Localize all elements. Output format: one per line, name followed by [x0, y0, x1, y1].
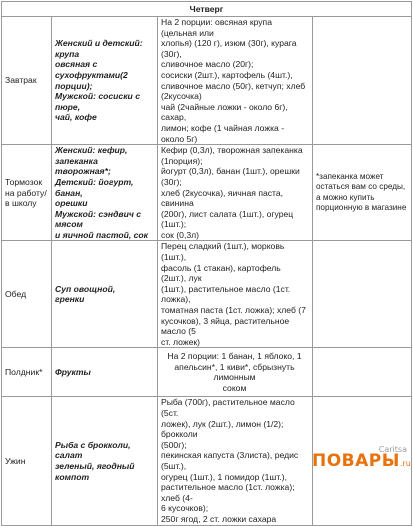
dish-line: творожная*;	[55, 166, 111, 177]
meal-name: Тормозок на работу/в школу	[2, 145, 52, 241]
ingredient-line: сок (0,3л)	[161, 229, 200, 240]
ingredients-cell	[158, 145, 313, 241]
dish-line: Женский и детский: крупа	[55, 38, 143, 59]
ingredient-line: Рыба (700г), растительное масло (5ст.	[161, 397, 295, 418]
meal-name: Завтрак	[2, 17, 52, 145]
dish-cell	[52, 397, 158, 525]
ingredient-line: (2кусочка)	[161, 91, 202, 102]
ingredient-line: фасоль (1 стакан), картофель (2шт.), лук	[161, 262, 281, 284]
ingredient-line: йогурт (0,3л), банан (1шт.), орешки (30г);	[161, 166, 300, 187]
ingredient-line: сливочное масло (50г), кетчуп; хлеб	[161, 80, 306, 91]
menu-sheet	[1, 1, 411, 524]
ingredient-line: пекинская капуста (3листа), редис (5шт.),	[161, 450, 299, 471]
menu-row-breakfast	[2, 17, 412, 145]
ingredients-cell	[158, 348, 313, 397]
ingredient-line: Перец сладкий (1шт.), морковь (1шт.),	[161, 241, 285, 263]
dish-cell	[52, 348, 158, 397]
ingredient-line: (500г);	[161, 439, 187, 450]
ingredient-line: лимон; кофе (1 чайная ложка - около 5г)	[161, 122, 285, 144]
dish-line: орешки	[55, 198, 88, 209]
watermark-author: Caritsa	[378, 445, 407, 454]
ingredient-line: На 2 порции: 1 банан, 1 яблоко, 1	[167, 351, 302, 362]
meal-name: Полдник*	[2, 348, 52, 397]
dish-line: овсяная с сухофруктами(2	[55, 59, 128, 80]
dish-line: Детский: йогурт, банан,	[55, 176, 134, 198]
ingredient-line: хлеб (2кусочка), яичная паста, свинина	[161, 187, 284, 209]
dish-cell	[52, 241, 158, 348]
ingredients-cell	[158, 397, 313, 525]
menu-table	[1, 1, 412, 526]
ingredient-line: сосиски (2шт.), картофель (4шт.),	[161, 69, 293, 80]
dish-line: и яичной пастой, сок	[55, 229, 149, 240]
note-cell: *запеканка может остаться вам со среды, а можно купить порционную в магазине	[313, 145, 412, 241]
menu-row-snack-to-go	[2, 145, 412, 241]
meal-name: Обед	[2, 241, 52, 348]
day-header-row	[2, 2, 412, 17]
ingredient-line: сливочное масло (20г);	[161, 59, 254, 70]
note-cell	[313, 348, 412, 397]
ingredient-line: апельсин*, 1 киви*, сбрызнуть лимонным	[174, 361, 295, 383]
logo-suffix: .ru	[399, 459, 411, 468]
dish-line: Рыба с брокколи, салат	[55, 439, 131, 461]
note-cell	[313, 17, 412, 145]
ingredient-line: На 2 порции: овсяная крупа (цельная или	[161, 17, 272, 38]
dish-cell	[52, 17, 158, 145]
ingredient-line: ложек), лук (2шт.), лимон (1/2); брокколи	[161, 418, 284, 440]
dish-line: Мужской: сосиски с пюре,	[55, 91, 140, 112]
dish-line: Фрукты	[55, 367, 91, 378]
ingredient-line: растительное масло (1ст. ложка); хлеб (4-	[161, 482, 295, 503]
note-cell	[313, 241, 412, 348]
menu-row-lunch	[2, 241, 412, 348]
dish-cell	[52, 145, 158, 241]
dish-line: гренки	[55, 294, 85, 305]
ingredient-line: (1порция);	[161, 155, 203, 166]
ingredient-line: ст. ложек)	[161, 336, 200, 347]
meal-name: Ужин	[2, 397, 52, 525]
ingredient-line: чай (2чайные ложки - около 6г), сахар,	[161, 101, 288, 123]
ingredient-line: хлопья) (120 г), изюм (30г), курага (30г),	[161, 38, 297, 59]
ingredient-line: соком	[222, 383, 247, 393]
menu-row-afternoon-snack	[2, 348, 412, 397]
ingredient-line: 6 кусочков);	[161, 503, 209, 514]
dish-line: чай, кофе	[55, 112, 97, 123]
ingredient-line: огурец (1шт.), 1 помидор (1шт.),	[161, 471, 287, 482]
ingredient-line: (1шт.), растительное масло (1ст. ложка),	[161, 283, 291, 305]
ingredients-cell	[158, 17, 313, 145]
povary-logo	[312, 451, 411, 478]
dish-line: порции);	[55, 80, 93, 91]
dish-line: Мужской: сэндвич с мясом	[55, 208, 142, 230]
ingredient-line: 250г ягод, 2 ст. ложки сахара	[161, 513, 277, 524]
dish-line: зеленый, ягодный компот	[55, 460, 135, 482]
logo-text: ПОВАРЫ	[312, 451, 400, 471]
ingredient-line: Кефир (0,3л), творожная запеканка	[161, 145, 303, 156]
ingredients-cell	[158, 241, 313, 348]
ingredient-line: (200г), лист салата (1шт.), огурец (1шт.);	[161, 208, 294, 230]
ingredient-line: томатная паста (1ст. ложка); хлеб (7	[161, 305, 306, 316]
ingredient-line: кусочков), 3 яйца, растительное масло (5	[161, 315, 290, 337]
dish-line: Женский: кефир, запеканка	[55, 145, 128, 166]
day-title: Четверг	[2, 2, 412, 17]
dish-line: Суп овощной,	[55, 283, 116, 294]
